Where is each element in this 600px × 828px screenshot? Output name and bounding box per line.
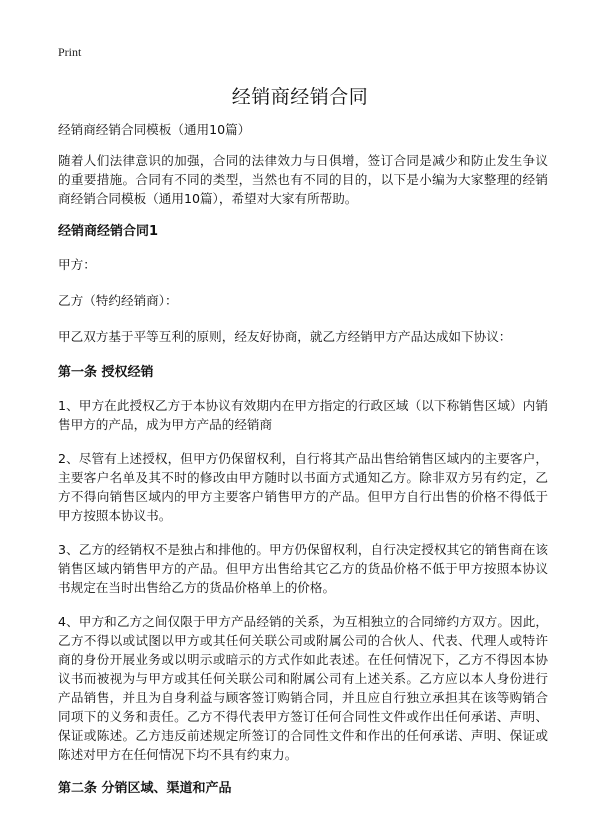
article-2-heading: 第二条 分销区域、渠道和产品 [58, 781, 232, 796]
intro-paragraph: 随着人们法律意识的加强，合同的法律效力与日俱增，签订合同是减少和防止发生争议的重要措施。合同有不同的类型，当然也有不同的目的，以下是小编为大家整理的经销商经销合同模板（通用10篇），希望对大家有所帮助。 [58, 153, 548, 206]
document-title: 经销商经销合同 [231, 86, 369, 108]
article-1-clause-1: 1、甲方在此授权乙方于本协议有效期内在甲方指定的行政区域（以下称销售区域）内销售甲方的产品，成为甲方产品的经销商 [58, 398, 548, 432]
party-b-line: 乙方（特约经销商）： [58, 293, 178, 308]
article-1-clause-4: 4、甲方和乙方之间仅限于甲方产品经销的关系，为互相独立的合同缔约方双方。因此，乙方不得以或试图以甲方或其任何关联公司或附属公司的合伙人、代表、代理人或特许商的身份开展业务或以明示或暗示的方式作如此表述。在任何情况下，乙方不得因本协议书而被视为与甲方或其任何关联公司和附属公司有上述关系。乙方应以本人身份进行产品销售，并且为自身利益与顾客签订购销合同，并且应自行独立承担其在该等购销合同项下的义务和责任。乙方不得代表甲方签订任何合同性文件或作出任何承诺、声明、保证或陈述。乙方违反前述规定所签订的合同性文件和作出的任何承诺、声明、保证或陈述对甲方在任何情况下均不具有约束力。 [58, 614, 548, 762]
document-subtitle: 经销商经销合同模板（通用10篇） [58, 122, 251, 137]
contract-heading: 经销商经销合同1 [58, 224, 159, 239]
preamble-paragraph: 甲乙双方基于平等互利的原则，经友好协商，就乙方经销甲方产品达成如下协议： [58, 329, 512, 344]
article-1-clause-2: 2、尽管有上述授权，但甲方仍保留权利，自行将其产品出售给销售区域内的主要客户，主要客户名单及其不时的修改由甲方随时以书面方式通知乙方。除非双方另有约定，乙方不得向销售区域内的甲方主要客户销售甲方的产品。但甲方自行出售的价格不得低于甲方按照本协议书。 [58, 451, 548, 523]
party-a-line: 甲方： [58, 257, 96, 272]
article-1-clause-3: 3、乙方的经销权不是独占和排他的。甲方仍保留权利，自行决定授权其它的销售商在该销售区域内销售甲方的产品。但甲方出售给其它乙方的货品价格不低于甲方按照本协议书规定在当时出售给乙方的货品价格单上的价格。 [58, 542, 548, 595]
print-label: Print [58, 45, 82, 59]
article-1-heading: 第一条 授权经销 [58, 365, 154, 380]
document-body [58, 120, 548, 812]
